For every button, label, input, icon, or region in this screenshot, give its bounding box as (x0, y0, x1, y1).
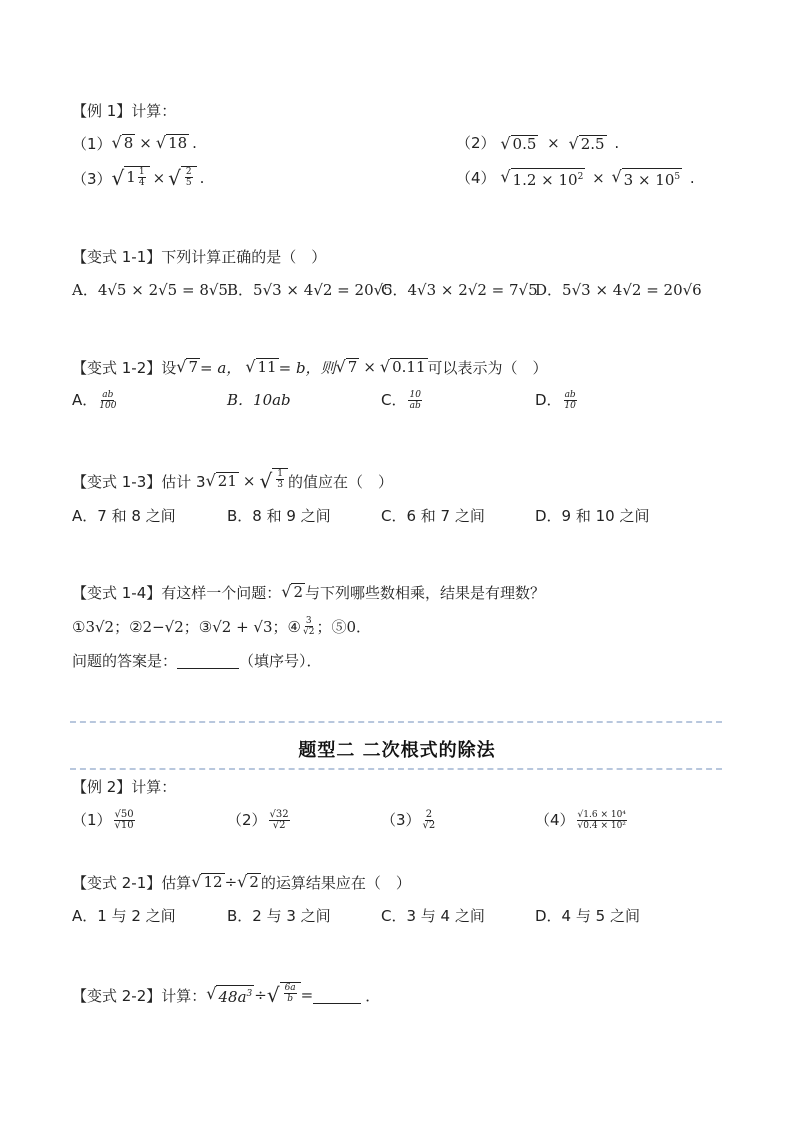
sqrt-7: √ 7 (176, 357, 199, 376)
option-a: A．4√5 × 2√5 = 8√5 (72, 281, 228, 299)
example-1-item-4 (456, 166, 695, 190)
variant-1-2-suffix: 可以表示为（ ） (427, 358, 548, 377)
variant-2-1-title (72, 870, 411, 894)
sqrt-mixed-number: √ 1 $\frac{1}{4}$ (112, 166, 150, 190)
variant-1-3-prefix: 【变式 1-3】估计 3 (72, 472, 206, 491)
times-sign: × (592, 169, 605, 187)
answer-blank[interactable] (177, 652, 239, 669)
sqrt-11: √ 11 (245, 357, 277, 376)
variant-1-1-title-text: 【变式 1-1】下列计算正确的是（ ） (72, 247, 327, 266)
variant-1-4-answer (72, 648, 322, 672)
example-2-item-3: （3） $\frac{2}{√2}$ (381, 809, 436, 831)
section-divider-top (70, 721, 722, 723)
sqrt-2.5: √ 2.5 (568, 133, 605, 153)
equals-sign: = (300, 986, 314, 1004)
divide-sign: ÷ (224, 873, 238, 891)
section-title: 题型二 二次根式的除法 (298, 740, 496, 761)
option-d: D． $\frac{ab}{10}$ (535, 390, 576, 411)
example-2-item-2: （2） $\frac{√32}{√2}$ (227, 809, 289, 831)
item-label-4: （4） (456, 169, 496, 187)
example-2-title-text: 【例 2】计算： (72, 777, 177, 796)
section-divider-bottom (70, 768, 722, 770)
example-1-title (72, 98, 176, 122)
variant-2-1-prefix: 【变式 2-1】估算 (72, 873, 192, 892)
times-sign: × (152, 169, 166, 187)
variant-1-1-title (72, 244, 326, 268)
example-2-item-4: （4） $\frac{\text{√1.6 × 10⁴}}{\text{√0.4 × 10²}}$ (535, 810, 626, 831)
period: . (614, 134, 620, 152)
divide-sign: ÷ (254, 986, 267, 1004)
times-sign: × (139, 134, 152, 152)
sqrt-8: √ 8 (111, 133, 134, 152)
variant-1-4-items (72, 612, 371, 640)
variant-1-2-options (72, 388, 722, 416)
variant-1-4-title (72, 580, 545, 604)
example-2-title (72, 774, 176, 798)
item-5: ；⑤0． (316, 617, 371, 636)
example-1-title-text: 【例 1】计算： (72, 101, 177, 120)
sqrt-fraction: √ $\frac{2}{5}$ (168, 166, 196, 190)
option-c: C． $\frac{10}{ab}$ (381, 390, 421, 411)
sqrt-18: √ 18 (155, 133, 188, 152)
sqrt-7: √ 7 (335, 357, 358, 376)
variant-2-1-suffix: 的运算结果应在（ ） (260, 873, 411, 892)
example-1-row-2 (72, 164, 695, 192)
period: ． (365, 986, 381, 1005)
period: . (199, 169, 205, 187)
variant-1-2-title (72, 355, 548, 379)
sqrt-one-third: √ $\frac{1}{3}$ (259, 468, 287, 494)
sqrt-scientific-1: √ $1.2 \times 10^2$ (500, 167, 584, 189)
times-sign: × (547, 134, 560, 152)
sqrt-scientific-2: √ $3 \times 10^5$ (611, 167, 681, 189)
answer-prefix: 问题的答案是： (72, 651, 178, 670)
sqrt-0.5: √ 0.5 (500, 133, 537, 153)
option-a: A．7 和 8 之间 (72, 507, 176, 525)
item-label-3: （3） (72, 169, 112, 188)
equals-b: = b，则 (278, 358, 336, 377)
option-a: A． $\frac{ab}{100}$ (72, 390, 117, 411)
sqrt-6a-over-b: √ $\frac{6a}{b}$ (267, 982, 301, 1008)
answer-suffix: （填序号）． (239, 651, 322, 670)
sqrt-12: √ 12 (191, 872, 223, 891)
item-label-1: （1） (72, 134, 112, 153)
sqrt-48a-cubed: √ $48a^3$ (206, 983, 253, 1006)
option-c: C．4√3 × 2√2 = 7√5 (381, 281, 538, 299)
option-c: C．6 和 7 之间 (381, 507, 485, 525)
variant-1-3-suffix: 的值应在（ ） (287, 472, 393, 491)
example-2-items (72, 808, 722, 840)
option-b: B．5√3 × 4√2 = 20√5 (227, 281, 393, 299)
example-1-row-1 (72, 131, 620, 155)
option-b: B．2 与 3 之间 (227, 907, 331, 925)
option-b: B．10ab (227, 391, 291, 409)
sqrt-2: √ 2 (281, 582, 304, 601)
item-4-fraction: $\frac{3}{√2}$ (302, 615, 315, 637)
times-sign: × (363, 358, 376, 376)
variant-1-3-options (72, 504, 722, 528)
answer-blank[interactable] (313, 987, 361, 1004)
variant-1-4-prefix: 【变式 1-4】有这样一个问题： (72, 583, 282, 602)
option-d: D．4 与 5 之间 (535, 907, 640, 925)
example-2-item-1: （1） $\frac{√50}{√10}$ (72, 809, 134, 831)
sqrt-21: √ 21 (205, 471, 237, 490)
equals-a: = a， (200, 358, 242, 377)
option-a: A．1 与 2 之间 (72, 907, 176, 925)
variant-1-4-suffix: 与下列哪些数相乘，结果是有理数？ (305, 583, 546, 602)
times-sign: × (242, 472, 256, 490)
sqrt-2: √ 2 (237, 872, 259, 891)
example-1-item-2 (456, 131, 619, 155)
variant-1-1-options (72, 278, 722, 302)
option-c: C．3 与 4 之间 (381, 907, 485, 925)
variant-1-2-prefix: 【变式 1-2】设 (72, 358, 177, 377)
variant-2-2-title (72, 980, 380, 1010)
variant-2-1-options (72, 904, 722, 928)
period: . (192, 134, 197, 152)
items-list: ①3√2；②2−√2；③√2 + √3；④ (72, 617, 301, 636)
option-d: D．5√3 × 4√2 = 20√6 (535, 281, 702, 299)
option-d: D．9 和 10 之间 (535, 507, 650, 525)
period: . (689, 169, 695, 187)
sqrt-0.11: √ 0.11 (379, 357, 426, 376)
variant-1-3-title (72, 466, 393, 496)
item-label-2: （2） (456, 134, 496, 152)
option-b: B．8 和 9 之间 (227, 507, 331, 525)
variant-2-2-prefix: 【变式 2-2】计算： (72, 986, 207, 1005)
